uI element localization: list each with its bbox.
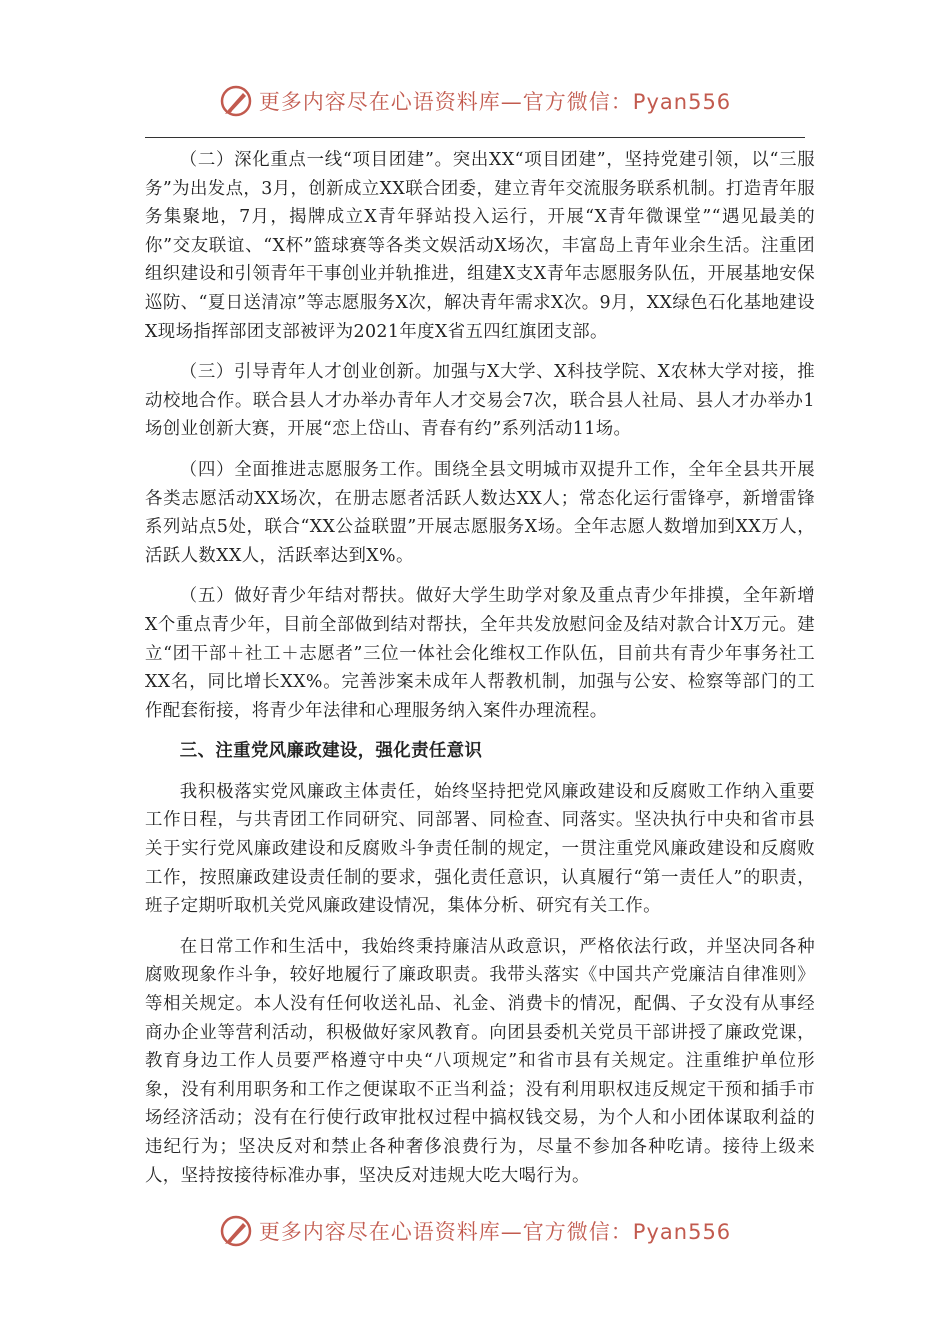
paragraph: 在日常工作和生活中，我始终秉持廉洁从政意识，严格依法行政，并坚决同各种腐败现象作斗争，较好地履行了廉政职责。我带头落实《中国共产党廉洁自律准则》等相关规定。本人没有任何收送礼品、礼金、消费卡的情况，配偶、子女没有从事经商办企业等营利活动，积极做好家风教育。向团县委机关党员干部讲授了廉政党课，教育身边工作人员要严格遵守中央“八项规定”和省市县有关规定。注重维护单位形象，没有利用职务和工作之便谋取不正当利益；没有利用职权违反规定干预和插手市场经济活动；没有在行使行政审批权过程中搞权钱交易，为个人和小团体谋取利益的违纪行为；坚决反对和禁止各种奢侈浪费行为，尽量不参加各种吃请。接待上级来人，坚持按接待标准办事，坚决反对违规大吃大喝行为。 — [145, 936, 815, 1186]
paragraph: （三）引导青年人才创业创新。加强与X大学、X科技学院、X农林大学对接，推动校地合作。联合县人才办举办青年人才交易会7次，联合县人社局、县人才办举办1场创业创新大赛，开展“恋上岱山、青春有约”系列活动11场。 — [145, 362, 815, 440]
header-watermark — [0, 76, 950, 126]
section-heading: 三、注重党风廉政建设，强化责任意识 — [179, 741, 483, 762]
pen-logo-icon — [219, 84, 253, 118]
paragraph: （四）全面推进志愿服务工作。围绕全县文明城市双提升工作，全年全县共开展各类志愿活动XX场次，在册志愿者活跃人数达XX人；常态化运行雷锋亭，新增雷锋系列站点5处，联合“XX公益联盟”开展志愿服务X场。全年志愿人数增加到XX万人，活跃人数XX人，活跃率达到X%。 — [145, 459, 815, 566]
paragraph: 我积极落实党风廉政主体责任，始终坚持把党风廉政建设和反腐败工作纳入重要工作日程，与共青团工作同研究、同部署、同检查、同落实。坚决执行中央和省市县关于实行党风廉政建设和反腐败斗争责任制的规定，一贯注重党风廉政建设和反腐败工作，按照廉政建设责任制的要求，强化责任意识，认真履行“第一责任人”的职责，班子定期听取机关党风廉政建设情况，集体分析、研究有关工作。 — [145, 781, 815, 917]
footer-watermark-text: 更多内容尽在心语资料库—官方微信：Pyan556 — [258, 1220, 732, 1244]
header-watermark-text: 更多内容尽在心语资料库—官方微信：Pyan556 — [258, 90, 732, 114]
document-body — [145, 146, 815, 1202]
footer-watermark — [0, 1206, 950, 1256]
paragraph: （二）深化重点一线“项目团建”。突出XX“项目团建”，坚持党建引领，以“三服务”为出发点，3月，创新成立XX联合团委，建立青年交流服务联系机制。打造青年服务集聚地，7月，揭牌成立X青年驿站投入运行，开展“X青年微课堂”“遇见最美的你”交友联谊、“X杯”篮球赛等各类文娱活动X场次，丰富岛上青年业余生活。注重团组织建设和引领青年干事创业并轨推进，组建X支X青年志愿服务队伍，开展基地安保巡防、“夏日送清凉”等志愿服务X次，解决青年需求X次。9月，XX绿色石化基地建设X现场指挥部团支部被评为2021年度X省五四红旗团支部。 — [145, 150, 815, 342]
header-rule — [145, 137, 805, 138]
pen-logo-icon — [219, 1214, 253, 1248]
paragraph: （五）做好青少年结对帮扶。做好大学生助学对象及重点青少年排摸，全年新增X个重点青少年，目前全部做到结对帮扶，全年共发放慰问金及结对款合计X万元。建立“团干部＋社工＋志愿者”三位一体社会化维权工作队伍，目前共有青少年事务社工XX名，同比增长XX%。完善涉案未成年人帮教机制，加强与公安、检察等部门的工作配套衔接，将青少年法律和心理服务纳入案件办理流程。 — [145, 586, 815, 721]
